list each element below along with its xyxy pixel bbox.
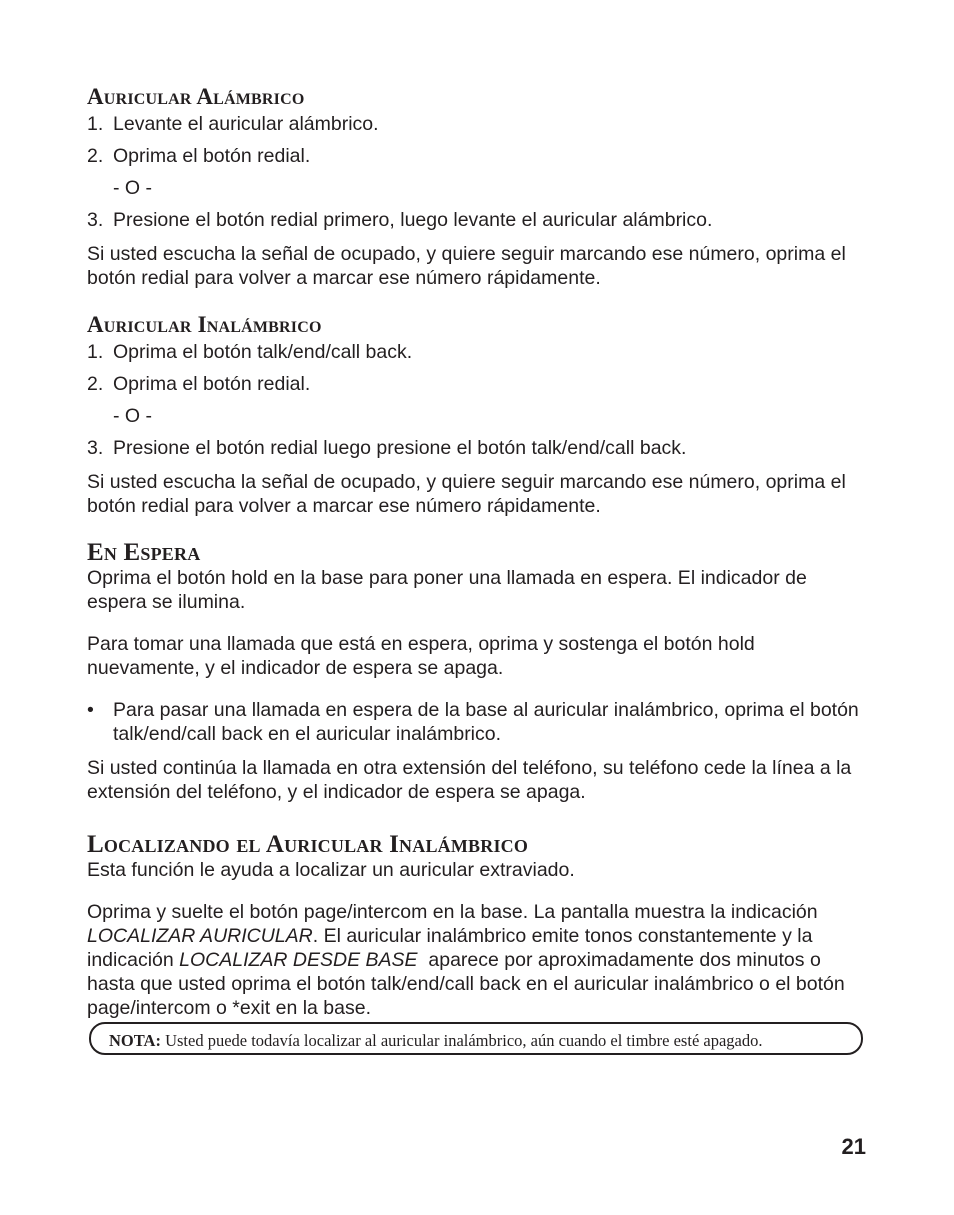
step-text: Oprima el botón talk/end/call back.	[113, 341, 413, 363]
hold-paragraph: Si usted continúa la llamada en otra extensión del teléfono, su teléfono cede la línea a la extensión del teléfono, y el indicador de espera se apaga.	[87, 757, 852, 803]
step-number: 2.	[87, 373, 104, 395]
step-text: Levante el auricular alámbrico.	[113, 113, 379, 135]
section-title-cordless-handset: Auricular Inalámbrico	[87, 312, 322, 337]
list-item	[87, 208, 867, 232]
section-title-wired-handset: Auricular Alámbrico	[87, 84, 305, 109]
list-item	[87, 340, 867, 364]
section-title-locate-handset: Localizando el Auricular Inalámbrico	[87, 831, 529, 858]
hold-paragraph: Para tomar una llamada que está en espera, oprima y sostenga el botón hold nuevamente, y el indicador de espera se apaga.	[87, 633, 755, 679]
busy-signal-note: Si usted escucha la señal de ocupado, y quiere seguir marcando ese número, oprima el botón redial para volver a marcar ese número rápidamente.	[87, 243, 846, 289]
note-label: NOTA:	[109, 1031, 161, 1050]
list-item	[87, 112, 867, 136]
busy-signal-note: Si usted escucha la señal de ocupado, y quiere seguir marcando ese número, oprima el botón redial para volver a marcar ese número rápidamente.	[87, 471, 846, 517]
display-message-locate-from-base: LOCALIZAR DESDE BASE	[179, 949, 418, 971]
step-text: Presione el botón redial primero, luego levante el auricular alámbrico.	[113, 209, 713, 231]
or-separator: - O -	[113, 177, 152, 199]
locate-text: aparece por aproximadamente dos minutos o hasta que usted oprima el botón talk/end/call back en el auricular inalámbrico o el botón page/intercom o *exit en la base.	[87, 949, 851, 1019]
step-number: 2.	[87, 145, 104, 167]
locate-text: . El auricular inalámbrico emite tonos constantemente y la indicación	[87, 925, 813, 971]
display-message-locate-handset: LOCALIZAR AURICULAR	[87, 925, 313, 947]
bullet-icon: •	[87, 699, 94, 721]
step-number: 1.	[87, 113, 104, 135]
note-box	[89, 1022, 863, 1055]
list-item	[87, 436, 867, 460]
step-text: Presione el botón redial luego presione el botón talk/end/call back.	[113, 437, 687, 459]
or-separator: - O -	[113, 405, 152, 427]
list-item	[87, 144, 867, 168]
list-item	[87, 372, 867, 396]
hold-paragraph: Oprima el botón hold en la base para poner una llamada en espera. El indicador de espera se ilumina.	[87, 567, 807, 613]
locate-paragraph: Esta función le ayuda a localizar un auricular extraviado.	[87, 859, 575, 881]
step-text: Oprima el botón redial.	[113, 373, 311, 395]
locate-paragraph	[87, 900, 867, 1020]
step-number: 3.	[87, 437, 104, 459]
step-number: 3.	[87, 209, 104, 231]
step-text: Oprima el botón redial.	[113, 145, 311, 167]
page-number: 21	[841, 1134, 866, 1159]
bullet-text: Para pasar una llamada en espera de la base al auricular inalámbrico, oprima el botón talk/end/call back en el auricular inalámbrico.	[113, 699, 859, 745]
locate-text: Oprima y suelte el botón page/intercom en la base. La pantalla muestra la indicación	[87, 901, 818, 923]
section-title-hold: En Espera	[87, 539, 201, 566]
bullet-item	[87, 698, 867, 746]
page-content	[87, 84, 867, 1055]
note-text: Usted puede todavía localizar al auricular inalámbrico, aún cuando el timbre esté apagado.	[160, 1031, 763, 1050]
step-number: 1.	[87, 341, 104, 363]
